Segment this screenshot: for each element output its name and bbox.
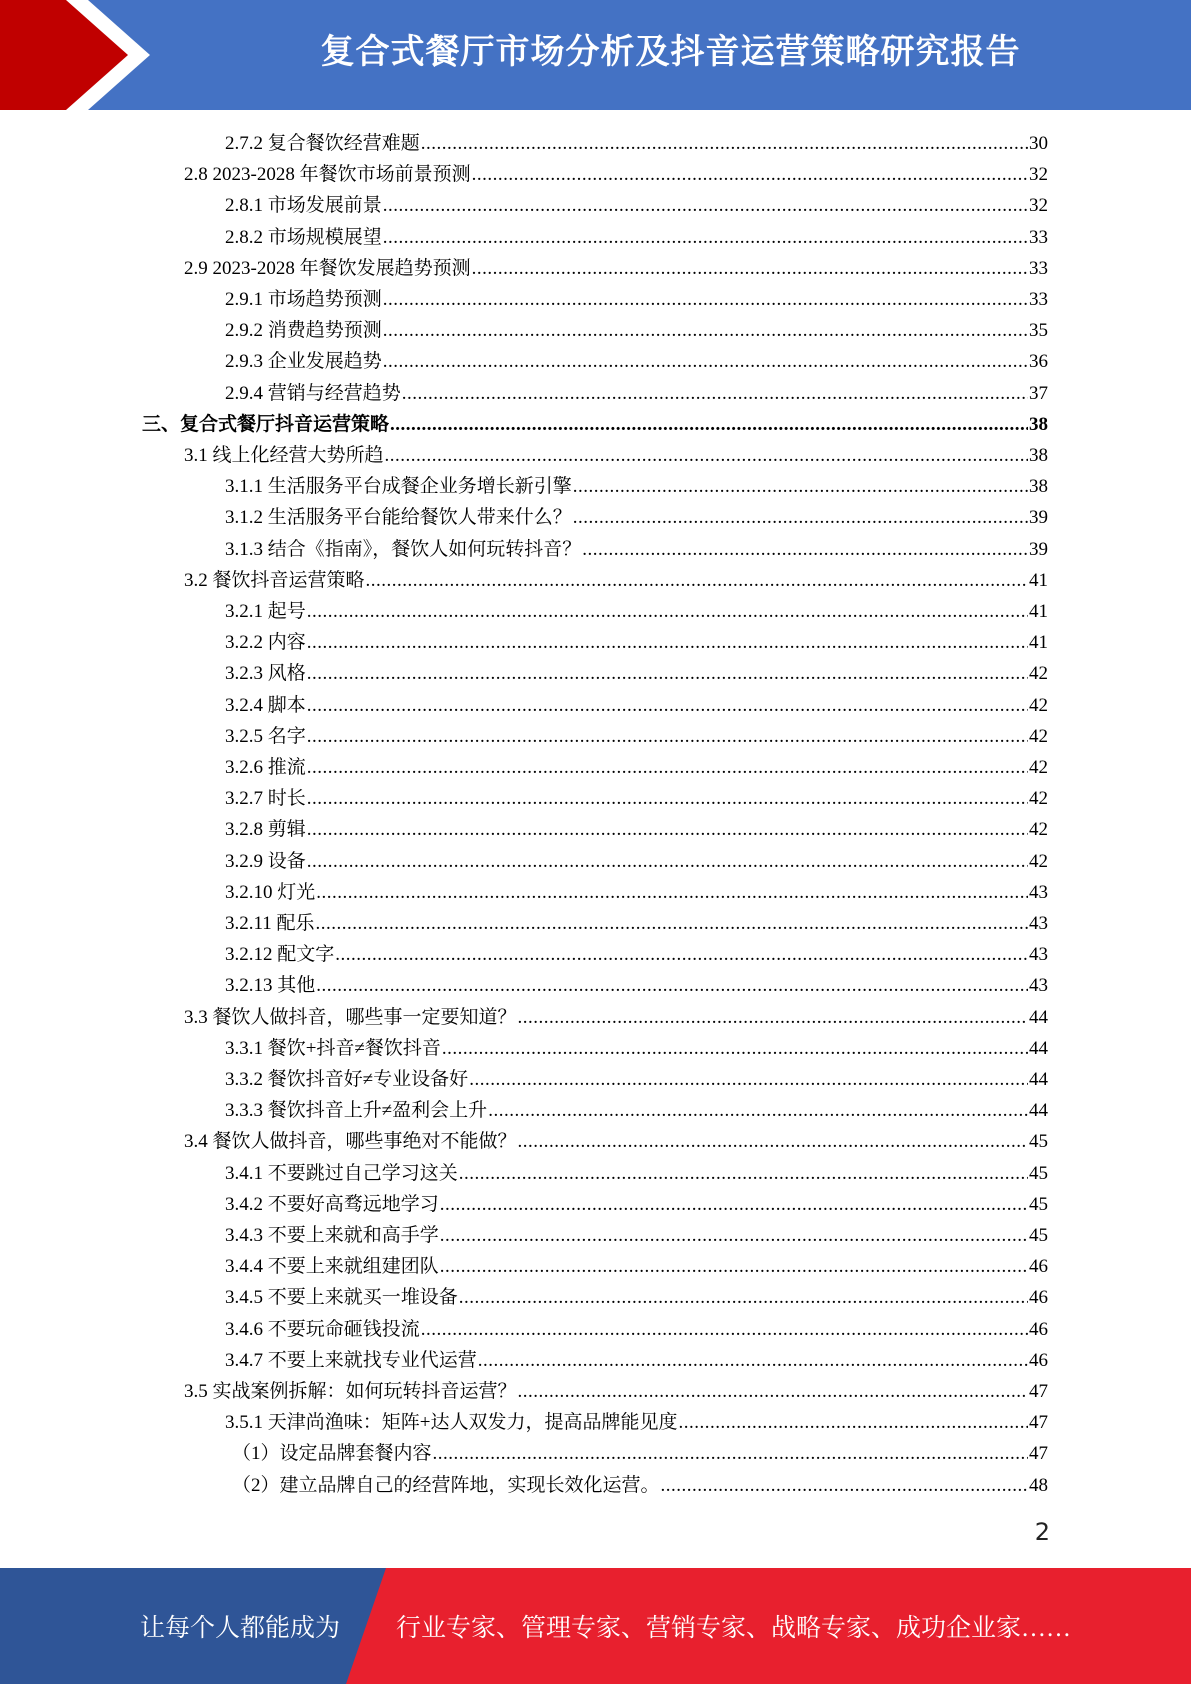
toc-entry-page: 44 <box>1029 1100 1048 1122</box>
toc-entry-page: 46 <box>1029 1287 1048 1309</box>
toc-entry[interactable] <box>142 409 1048 440</box>
toc-entry-page: 38 <box>1029 445 1048 466</box>
toc-entry[interactable] <box>225 721 1048 752</box>
toc-entry[interactable] <box>225 970 1048 1001</box>
toc-dot-leader <box>307 846 1028 877</box>
toc-entry[interactable] <box>225 1314 1048 1345</box>
toc-entry-title: 3.2.3 风格 <box>225 663 306 685</box>
toc-entry[interactable] <box>225 627 1048 658</box>
toc-dot-leader <box>307 658 1028 689</box>
toc-dot-leader <box>385 440 1028 471</box>
red-chevron-icon <box>0 0 160 110</box>
toc-entry-title: 3.4.3 不要上来就和高手学 <box>225 1225 439 1246</box>
toc-entry-page: 36 <box>1029 351 1048 373</box>
toc-dot-leader <box>469 1064 1028 1095</box>
toc-entry-title: 3.5 实战案例拆解：如何玩转抖音运营？ <box>184 1381 517 1402</box>
toc-entry-page: 43 <box>1029 944 1048 966</box>
toc-dot-leader <box>459 1158 1028 1189</box>
toc-entry-title: 2.7.2 复合餐饮经营难题 <box>225 133 420 154</box>
toc-entry-title: 2.9.2 消费趋势预测 <box>225 320 382 342</box>
toc-dot-leader <box>421 1314 1028 1345</box>
toc-entry-page: 44 <box>1029 1037 1048 1059</box>
toc-entry-title: 3.2.7 时长 <box>225 788 306 810</box>
toc-entry-page: 41 <box>1029 569 1048 591</box>
toc-entry-page: 43 <box>1029 913 1048 934</box>
toc-entry-page: 46 <box>1029 1256 1048 1278</box>
toc-entry-page: 44 <box>1029 1006 1048 1028</box>
toc-dot-leader <box>440 1251 1028 1282</box>
toc-dot-leader <box>307 627 1028 658</box>
toc-dot-leader <box>433 1438 1028 1469</box>
toc-dot-leader <box>488 1095 1028 1126</box>
toc-dot-leader <box>307 596 1028 627</box>
toc-entry-page: 45 <box>1029 1131 1048 1153</box>
toc-dot-leader <box>316 877 1028 908</box>
toc-entry-page: 44 <box>1029 1069 1048 1090</box>
toc-entry[interactable] <box>225 690 1048 721</box>
toc-dot-leader <box>366 565 1028 596</box>
toc-entry[interactable] <box>225 471 1048 502</box>
chevron-red-fill <box>0 0 128 110</box>
toc-entry-page: 43 <box>1029 975 1048 997</box>
toc-entry-page: 46 <box>1029 1318 1048 1340</box>
toc-entry-title: 3.2.2 内容 <box>225 632 306 654</box>
toc-entry-page: 42 <box>1029 694 1048 716</box>
toc-dot-leader <box>661 1470 1028 1501</box>
toc-entry-title: 3.2.6 推流 <box>225 757 306 778</box>
toc-dot-leader <box>573 502 1028 533</box>
toc-entry-page: 39 <box>1029 507 1048 529</box>
toc-entry[interactable] <box>225 1033 1048 1064</box>
toc-entry-page: 45 <box>1029 1162 1048 1184</box>
toc-entry-page: 33 <box>1029 257 1048 279</box>
toc-entry[interactable] <box>225 939 1048 970</box>
toc-entry[interactable] <box>225 783 1048 814</box>
toc-entry-page: 30 <box>1029 133 1048 154</box>
toc-entry-page: 45 <box>1029 1193 1048 1215</box>
toc-entry-title: 3.2.5 名字 <box>225 725 306 747</box>
toc-dot-leader <box>440 1189 1028 1220</box>
toc-entry-title: 3.1.3 结合《指南》，餐饮人如何玩转抖音？ <box>225 538 582 560</box>
toc-entry-page: 48 <box>1029 1474 1048 1496</box>
toc-dot-leader <box>442 1033 1028 1064</box>
toc-entry[interactable] <box>184 565 1048 596</box>
toc-entry-title: （1）设定品牌套餐内容 <box>232 1443 432 1465</box>
toc-entry-title: 3.3.2 餐饮抖音好≠专业设备好 <box>225 1069 469 1090</box>
toc-entry[interactable] <box>225 1189 1048 1220</box>
toc-dot-leader <box>472 159 1028 190</box>
toc-entry[interactable] <box>225 596 1048 627</box>
toc-entry[interactable] <box>225 1251 1048 1282</box>
toc-dot-leader <box>307 752 1028 783</box>
toc-entry-title: 2.8 2023-2028 年餐饮市场前景预测 <box>184 164 471 186</box>
footer-slogan-left: 让每个人都能成为 <box>140 1615 341 1642</box>
toc-entry-title: 3.1.2 生活服务平台能给餐饮人带来什么？ <box>225 507 572 529</box>
toc-entry[interactable] <box>184 1126 1048 1157</box>
toc-entry-page: 47 <box>1029 1381 1048 1402</box>
toc-dot-leader <box>518 1126 1028 1157</box>
toc-dot-leader <box>383 284 1028 315</box>
toc-entry[interactable] <box>225 284 1048 315</box>
toc-entry-page: 42 <box>1029 788 1048 810</box>
page-title: 复合式餐厅市场分析及抖音运营策略研究报告 <box>320 32 1021 72</box>
toc-entry-page: 32 <box>1029 164 1048 186</box>
toc-entry[interactable] <box>225 1407 1048 1438</box>
toc-entry[interactable] <box>225 658 1048 689</box>
toc-entry-title: 3.1 线上化经营大势所趋 <box>184 445 384 466</box>
toc-entry[interactable] <box>225 315 1048 346</box>
toc-entry-title: 3.3.3 餐饮抖音上升≠盈利会上升 <box>225 1100 488 1122</box>
page-number: 2 <box>1034 1518 1050 1546</box>
toc-entry-title: 3.4.2 不要好高骛远地学习 <box>225 1193 439 1215</box>
toc-entry[interactable] <box>225 877 1048 908</box>
toc-dot-leader <box>383 315 1028 346</box>
toc-entry-title: 3.3 餐饮人做抖音，哪些事一定要知道？ <box>184 1006 517 1028</box>
toc-entry[interactable] <box>225 814 1048 845</box>
toc-entry-title: 3.2.11 配乐 <box>225 913 315 934</box>
toc-entry-page: 47 <box>1029 1443 1048 1465</box>
toc-entry-page: 32 <box>1029 195 1048 217</box>
footer-band <box>0 1568 1191 1684</box>
toc-entry-page: 35 <box>1029 320 1048 342</box>
toc-entry-page: 43 <box>1029 881 1048 903</box>
toc-entry-title: 3.4.6 不要玩命砸钱投流 <box>225 1318 420 1340</box>
toc-entry-page: 42 <box>1029 725 1048 747</box>
toc-dot-leader <box>307 783 1028 814</box>
toc-entry[interactable] <box>225 190 1048 221</box>
toc-entry-title: 2.8.2 市场规模展望 <box>225 226 382 248</box>
toc-entry-title: 3.5.1 天津尚渔味：矩阵+达人双发力，提高品牌能见度 <box>225 1412 678 1434</box>
toc-entry-page: 42 <box>1029 850 1048 872</box>
toc-entry[interactable] <box>225 846 1048 877</box>
toc-entry-page: 45 <box>1029 1225 1048 1246</box>
toc-entry-page: 42 <box>1029 663 1048 685</box>
toc-entry-title: 3.2 餐饮抖音运营策略 <box>184 569 365 591</box>
toc-dot-leader <box>307 721 1028 752</box>
toc-entry-title: 3.4.1 不要跳过自己学习这关 <box>225 1162 458 1184</box>
toc-entry[interactable] <box>225 1158 1048 1189</box>
toc-entry-page: 38 <box>1029 476 1048 498</box>
toc-entry-page: 42 <box>1029 757 1048 778</box>
toc-dot-leader <box>472 253 1028 284</box>
toc-entry-title: 3.2.4 脚本 <box>225 694 306 716</box>
toc-entry[interactable] <box>225 1064 1048 1095</box>
toc-entry-title: 3.4.4 不要上来就组建团队 <box>225 1256 439 1278</box>
toc-entry[interactable] <box>225 346 1048 377</box>
toc-entry[interactable] <box>225 908 1048 939</box>
toc-dot-leader <box>582 534 1028 565</box>
toc-entry[interactable] <box>225 128 1048 159</box>
toc-entry[interactable] <box>184 1376 1048 1407</box>
toc-entry-page: 33 <box>1029 226 1048 248</box>
toc-entry[interactable] <box>232 1438 1048 1469</box>
toc-entry[interactable] <box>225 1220 1048 1251</box>
toc-entry-page: 46 <box>1029 1349 1048 1371</box>
toc-entry[interactable] <box>184 440 1048 471</box>
toc-entry-page: 41 <box>1029 601 1048 622</box>
toc-entry-page: 38 <box>1029 413 1048 435</box>
toc-entry[interactable] <box>225 1282 1048 1313</box>
toc-entry[interactable] <box>184 159 1048 190</box>
toc-entry-title: 3.4.5 不要上来就买一堆设备 <box>225 1287 458 1309</box>
toc-dot-leader <box>383 222 1028 253</box>
toc-dot-leader <box>678 1407 1028 1438</box>
toc-dot-leader <box>421 128 1028 159</box>
toc-dot-leader <box>383 346 1028 377</box>
toc-entry-page: 41 <box>1029 632 1048 654</box>
toc-entry-title: 3.3.1 餐饮+抖音≠餐饮抖音 <box>225 1037 441 1059</box>
toc-dot-leader <box>316 970 1028 1001</box>
toc-entry-page: 42 <box>1029 819 1048 841</box>
toc-entry-page: 39 <box>1029 538 1048 560</box>
toc-entry-title: 2.9.3 企业发展趋势 <box>225 351 382 373</box>
toc-dot-leader <box>518 1002 1028 1033</box>
toc-dot-leader <box>573 471 1028 502</box>
toc-entry-title: 2.9 2023-2028 年餐饮发展趋势预测 <box>184 257 471 279</box>
footer-slogan-right: 行业专家、管理专家、营销专家、战略专家、成功企业家…… <box>396 1615 1072 1642</box>
toc-dot-leader <box>478 1345 1028 1376</box>
toc-entry-title: 三、复合式餐厅抖音运营策略 <box>142 413 390 435</box>
toc-entry[interactable] <box>225 752 1048 783</box>
toc-entry-title: 2.8.1 市场发展前景 <box>225 195 382 217</box>
toc-dot-leader <box>440 1220 1028 1251</box>
toc-entry[interactable] <box>225 378 1048 409</box>
toc-dot-leader <box>383 190 1028 221</box>
toc-entry[interactable] <box>225 534 1048 565</box>
toc-entry[interactable] <box>225 502 1048 533</box>
toc-dot-leader <box>459 1282 1028 1313</box>
toc-entry-title: 3.2.12 配文字 <box>225 944 335 966</box>
toc-dot-leader <box>402 378 1028 409</box>
toc-dot-leader <box>390 409 1028 440</box>
toc-entry-page: 37 <box>1029 382 1048 404</box>
toc-dot-leader <box>307 690 1028 721</box>
toc-entry[interactable] <box>184 253 1048 284</box>
toc-entry-title: 3.2.13 其他 <box>225 975 316 997</box>
toc-entry[interactable] <box>225 222 1048 253</box>
toc-dot-leader <box>335 939 1028 970</box>
toc-entry-title: 3.2.1 起号 <box>225 601 306 622</box>
toc-dot-leader <box>316 908 1028 939</box>
toc-entry[interactable] <box>225 1095 1048 1126</box>
toc-entry-title: 3.2.10 灯光 <box>225 881 316 903</box>
header-band <box>0 0 1191 110</box>
toc-dot-leader <box>307 814 1028 845</box>
toc-entry[interactable] <box>184 1002 1048 1033</box>
toc-entry-title: 2.9.4 营销与经营趋势 <box>225 382 401 404</box>
toc-dot-leader <box>518 1376 1028 1407</box>
toc-entry-title: 2.9.1 市场趋势预测 <box>225 289 382 310</box>
toc-entry[interactable] <box>232 1470 1048 1501</box>
toc-entry-title: 3.1.1 生活服务平台成餐企业务增长新引擎 <box>225 476 572 498</box>
toc-entry-title: （2）建立品牌自己的经营阵地，实现长效化运营。 <box>232 1474 660 1496</box>
toc-entry[interactable] <box>225 1345 1048 1376</box>
toc-entry-title: 3.4 餐饮人做抖音，哪些事绝对不能做？ <box>184 1131 517 1153</box>
toc-entry-title: 3.2.9 设备 <box>225 850 306 872</box>
toc-entry-title: 3.4.7 不要上来就找专业代运营 <box>225 1349 477 1371</box>
toc-entry-page: 47 <box>1029 1412 1048 1434</box>
toc-entry-page: 33 <box>1029 289 1048 310</box>
toc-entry-title: 3.2.8 剪辑 <box>225 819 306 841</box>
